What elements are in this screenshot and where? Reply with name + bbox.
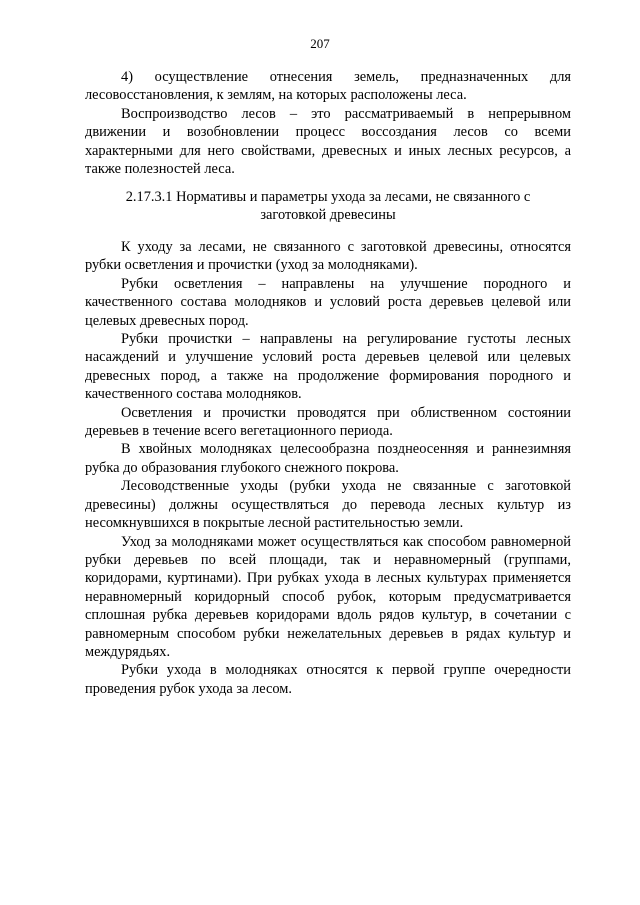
paragraph: Воспроизводство лесов – это рассматриваемый в непрерывном движении и возобновлении процесс воссоздания лесов со всеми характерными для него свойствами, древесных и иных лесных ресурсов, а также полезностей леса. [85,105,571,178]
paragraph: Осветления и прочистки проводятся при облиственном состоянии деревьев в течение всего вегетационного периода. [85,404,571,440]
section-text [85,238,571,698]
page-number: 207 [310,36,330,51]
section-heading-line: заготовкой древесины [260,207,396,224]
section-heading [85,188,571,225]
paragraph: В хвойных молодняках целесообразна позднеосенняя и раннезимняя рубка до образования глубокого снежного покрова. [85,441,571,476]
paragraph: 4) осуществление отнесения земель, предназначенных для лесовосстановления, к землям, на которых расположены леса. [85,69,571,104]
section-heading-line: 2.17.3.1 Нормативы и параметры ухода за лесами, не связанного с [125,189,531,205]
paragraph: Уход за молодняками может осуществляться как способом равномерной рубки деревьев по всей площади, так и неравномерный (группами, коридорами, куртинами). При рубках ухода в лесных культурах применяется неравномерный коридорный способ рубок, которым предусматривается сплошная рубка деревьев коридорами вдоль рядов культур, в сочетании с равномерным способом рубки нежелательных деревьев в рядах культур и междурядьях. [85,533,571,660]
paragraph: Рубки ухода в молодняках относятся к первой группе очередности проведения рубок ухода за лесом. [85,662,571,697]
intro-text [85,68,571,178]
paragraph: К уходу за лесами, не связанного с заготовкой древесины, относятся рубки осветления и прочистки (уход за молодняками). [85,239,571,274]
paragraph: Рубки осветления – направлены на улучшение породного и качественного состава молодняков и условий роста деревьев целевой или целевых древесных пород. [85,275,571,329]
paragraph: Рубки прочистки – направлены на регулирование густоты лесных насаждений и улучшение условий роста деревьев целевой или целевых древесных пород, а также на продолжение формирования породного и качественного состава молодняков. [85,331,571,403]
paragraph: Лесоводственные уходы (рубки ухода не связанные с заготовкой древесины) должны осуществляться до перевода лесных культур из несомкнувшихся в покрытые лесной растительностью земли. [85,478,571,532]
